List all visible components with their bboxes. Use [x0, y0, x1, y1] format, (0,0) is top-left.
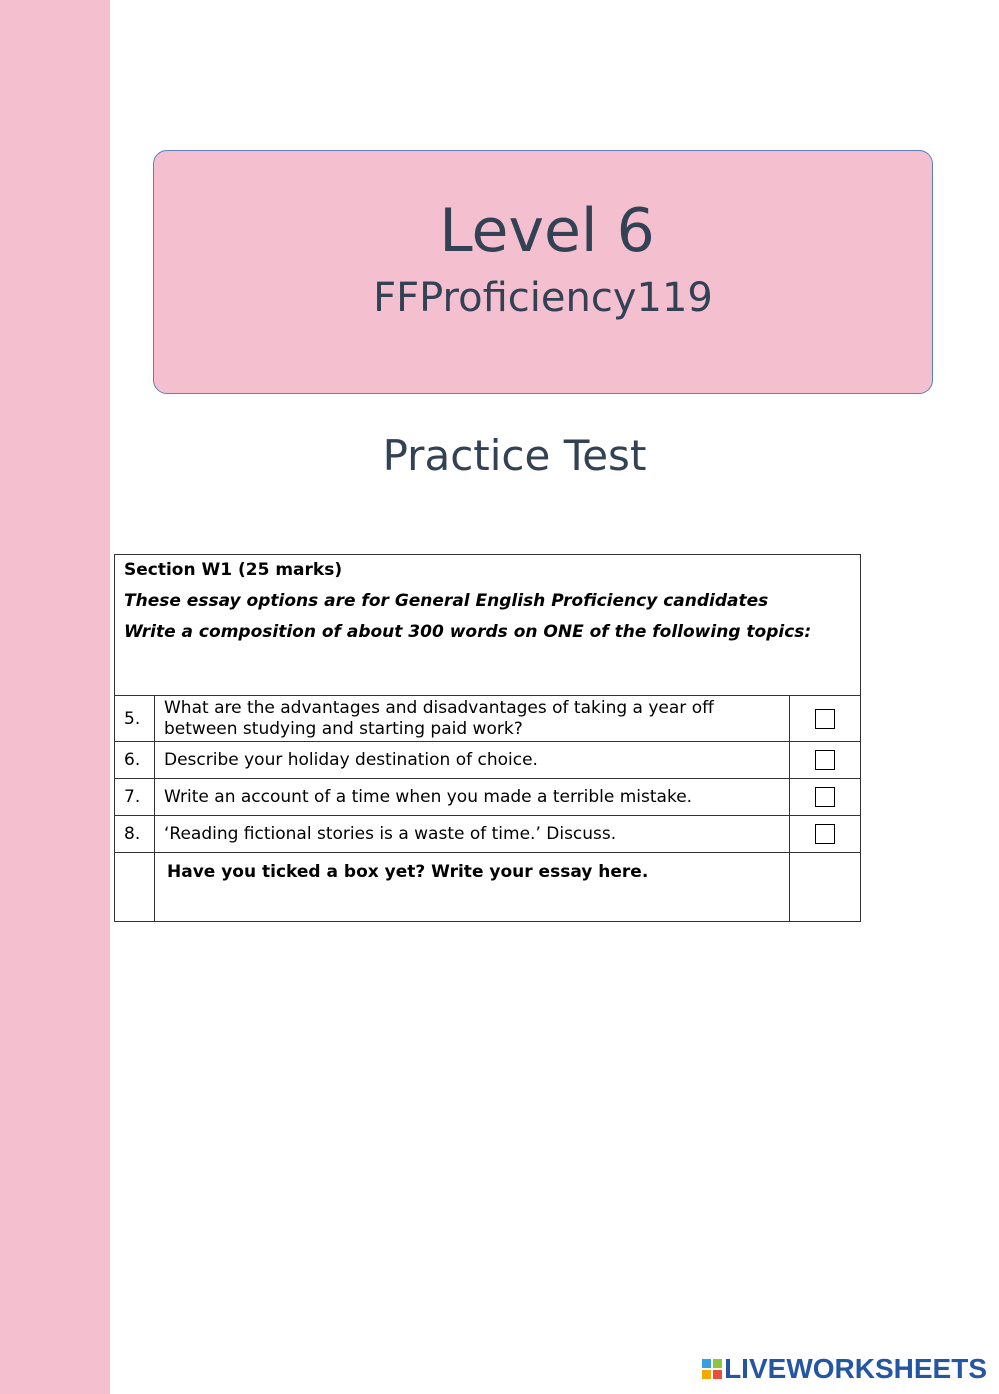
liveworksheets-logo [702, 1352, 987, 1386]
brand-name: LIVEWORKSHEETS [724, 1353, 987, 1384]
essay-row [115, 853, 861, 922]
checkbox-cell [790, 742, 861, 779]
logo-square [713, 1370, 722, 1379]
essay-options-table [114, 554, 861, 922]
question-row [115, 779, 861, 816]
section-intro [115, 555, 861, 696]
logo-square [713, 1359, 722, 1368]
checkbox-cell [790, 696, 861, 742]
question-text: Write an account of a time when you made a terrible mistake. [155, 779, 790, 816]
level-title: Level 6 [439, 196, 655, 266]
question-text: Describe your holiday destination of choice. [155, 742, 790, 779]
question-row [115, 742, 861, 779]
question-checkbox[interactable] [815, 787, 835, 807]
question-text [155, 696, 790, 742]
question-row [115, 816, 861, 853]
checkbox-cell [790, 779, 861, 816]
question-checkbox[interactable] [815, 824, 835, 844]
question-checkbox[interactable] [815, 709, 835, 729]
section-instruction: Write a composition of about 300 words on ONE of the following topics: [124, 622, 812, 642]
logo-square [702, 1359, 711, 1368]
question-number: 5. [115, 696, 155, 742]
question-checkbox[interactable] [815, 750, 835, 770]
question-text-line: What are the advantages and disadvantages of taking a year off [164, 697, 714, 718]
question-number: 6. [115, 742, 155, 779]
test-code: FFProficiency119 [373, 275, 713, 321]
left-sidebar-band [0, 0, 110, 1394]
question-row [115, 696, 861, 742]
section-title: Section W1 (25 marks) [124, 560, 343, 580]
checkbox-cell [790, 816, 861, 853]
question-number: 8. [115, 816, 155, 853]
empty-check-cell [790, 853, 861, 922]
question-text: ‘Reading fictional stories is a waste of time.’ Discuss. [155, 816, 790, 853]
section-note: These essay options are for General English Proficiency candidates [124, 591, 769, 611]
logo-icon [702, 1359, 722, 1379]
logo-square [702, 1370, 711, 1379]
page-subtitle: Practice Test [382, 431, 647, 480]
question-number: 7. [115, 779, 155, 816]
essay-prompt: Have you ticked a box yet? Write your essay here. [155, 853, 790, 922]
question-text-line: between studying and starting paid work? [164, 718, 523, 739]
title-box [153, 150, 933, 394]
empty-number-cell [115, 853, 155, 922]
